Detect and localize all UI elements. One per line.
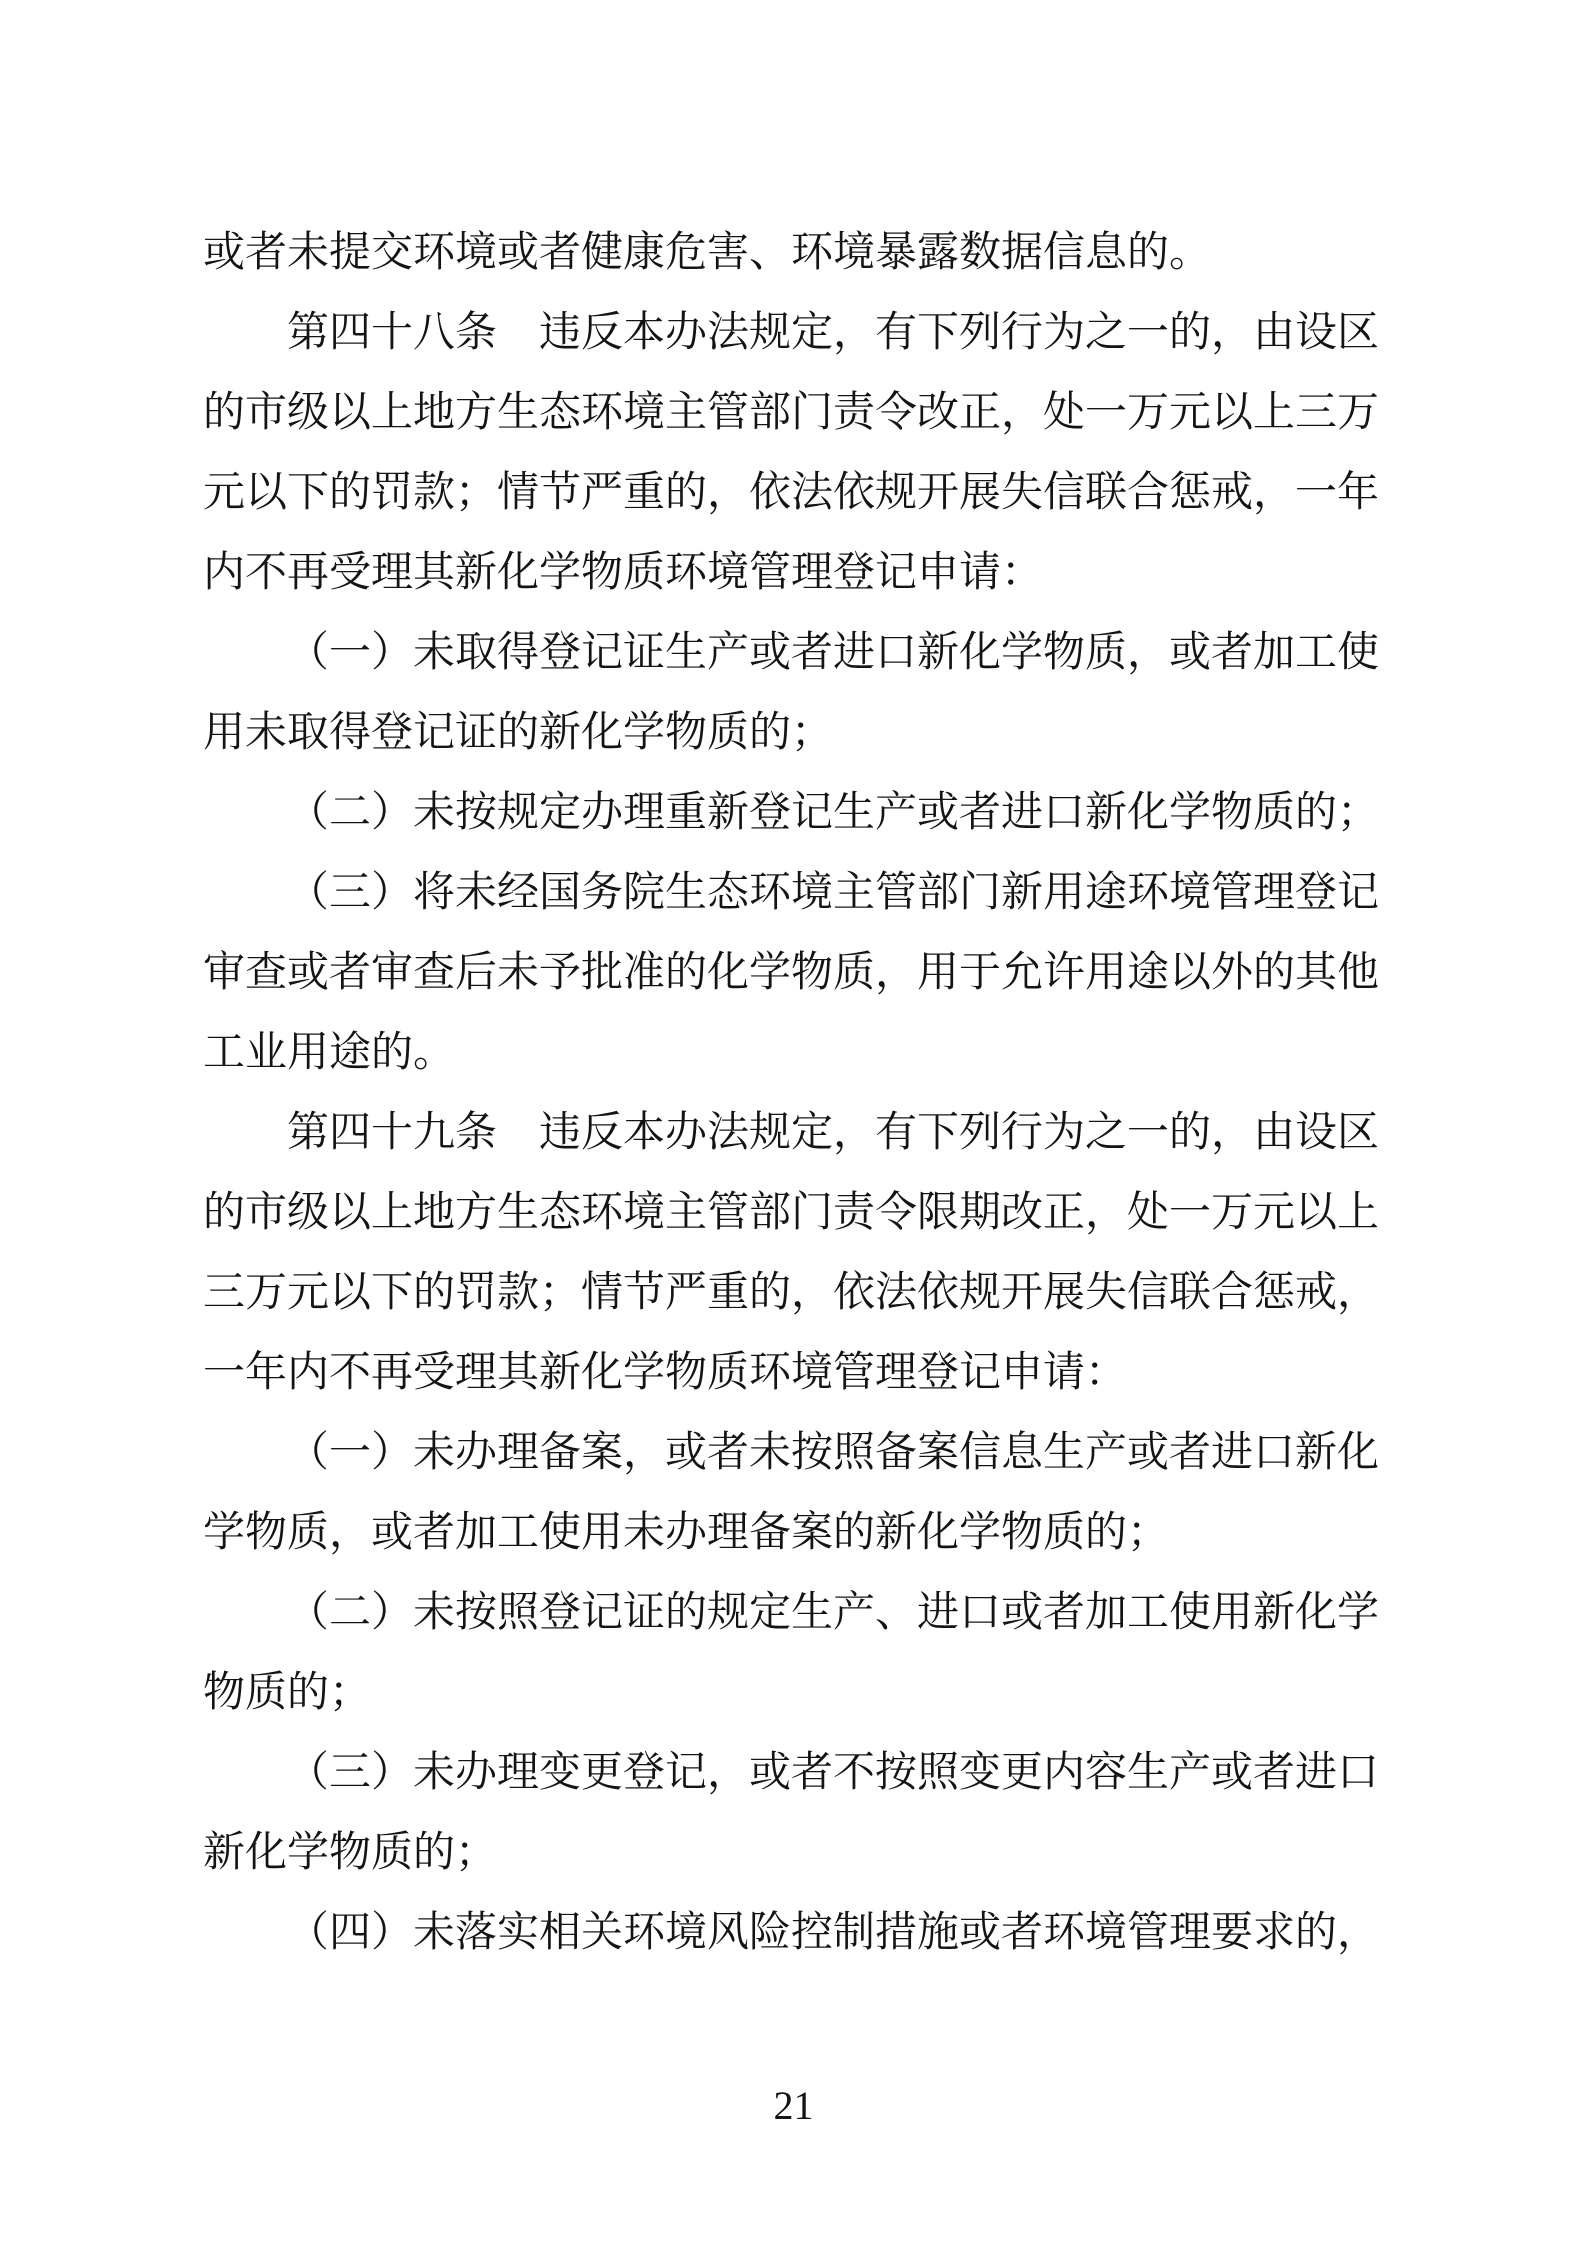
text-block: [203, 213, 1379, 1973]
clause-3-line: （三）未办理变更登记，或者不按照变更内容生产或者进口: [287, 1750, 1380, 1796]
body-line: 的市级以上地方生态环境主管部门责令限期改正，处一万元以上: [203, 1190, 1380, 1236]
body-line: 一年内不再受理其新化学物质环境管理登记申请：: [203, 1350, 1128, 1396]
clause-1-line: （一）未办理备案，或者未按照备案信息生产或者进口新化: [287, 1430, 1380, 1476]
clause-4-line: （四）未落实相关环境风险控制措施或者环境管理要求的，: [287, 1910, 1380, 1956]
body-line: 审查或者审查后未予批准的化学物质，用于允许用途以外的其他: [203, 950, 1380, 996]
body-line: 新化学物质的；: [203, 1830, 498, 1876]
clause-1-line: （一）未取得登记证生产或者进口新化学物质，或者加工使: [287, 630, 1380, 676]
body-line: 内不再受理其新化学物质环境管理登记申请：: [203, 550, 1044, 596]
clause-2-line: （二）未按规定办理重新登记生产或者进口新化学物质的；: [287, 790, 1380, 836]
body-line: 或者未提交环境或者健康危害、环境暴露数据信息的。: [203, 230, 1212, 276]
clause-2-line: （二）未按照登记证的规定生产、进口或者加工使用新化学: [287, 1590, 1380, 1636]
body-line: 物质的；: [203, 1670, 372, 1716]
body-line: 工业用途的。: [203, 1030, 456, 1076]
body-line: 的市级以上地方生态环境主管部门责令改正，处一万元以上三万: [203, 390, 1380, 436]
body-line: 学物质，或者加工使用未办理备案的新化学物质的；: [203, 1510, 1170, 1556]
body-line: 三万元以下的罚款；情节严重的，依法依规开展失信联合惩戒，: [203, 1270, 1380, 1316]
article-49-heading-line: 第四十九条 违反本办法规定，有下列行为之一的，由设区: [287, 1110, 1380, 1156]
clause-3-line: （三）将未经国务院生态环境主管部门新用途环境管理登记: [287, 870, 1380, 916]
page-number: 21: [773, 2083, 814, 2128]
body-line: 元以下的罚款；情节严重的，依法依规开展失信联合惩戒，一年: [203, 470, 1380, 516]
body-line: 用未取得登记证的新化学物质的；: [203, 710, 834, 756]
article-48-heading-line: 第四十八条 违反本办法规定，有下列行为之一的，由设区: [287, 310, 1380, 356]
